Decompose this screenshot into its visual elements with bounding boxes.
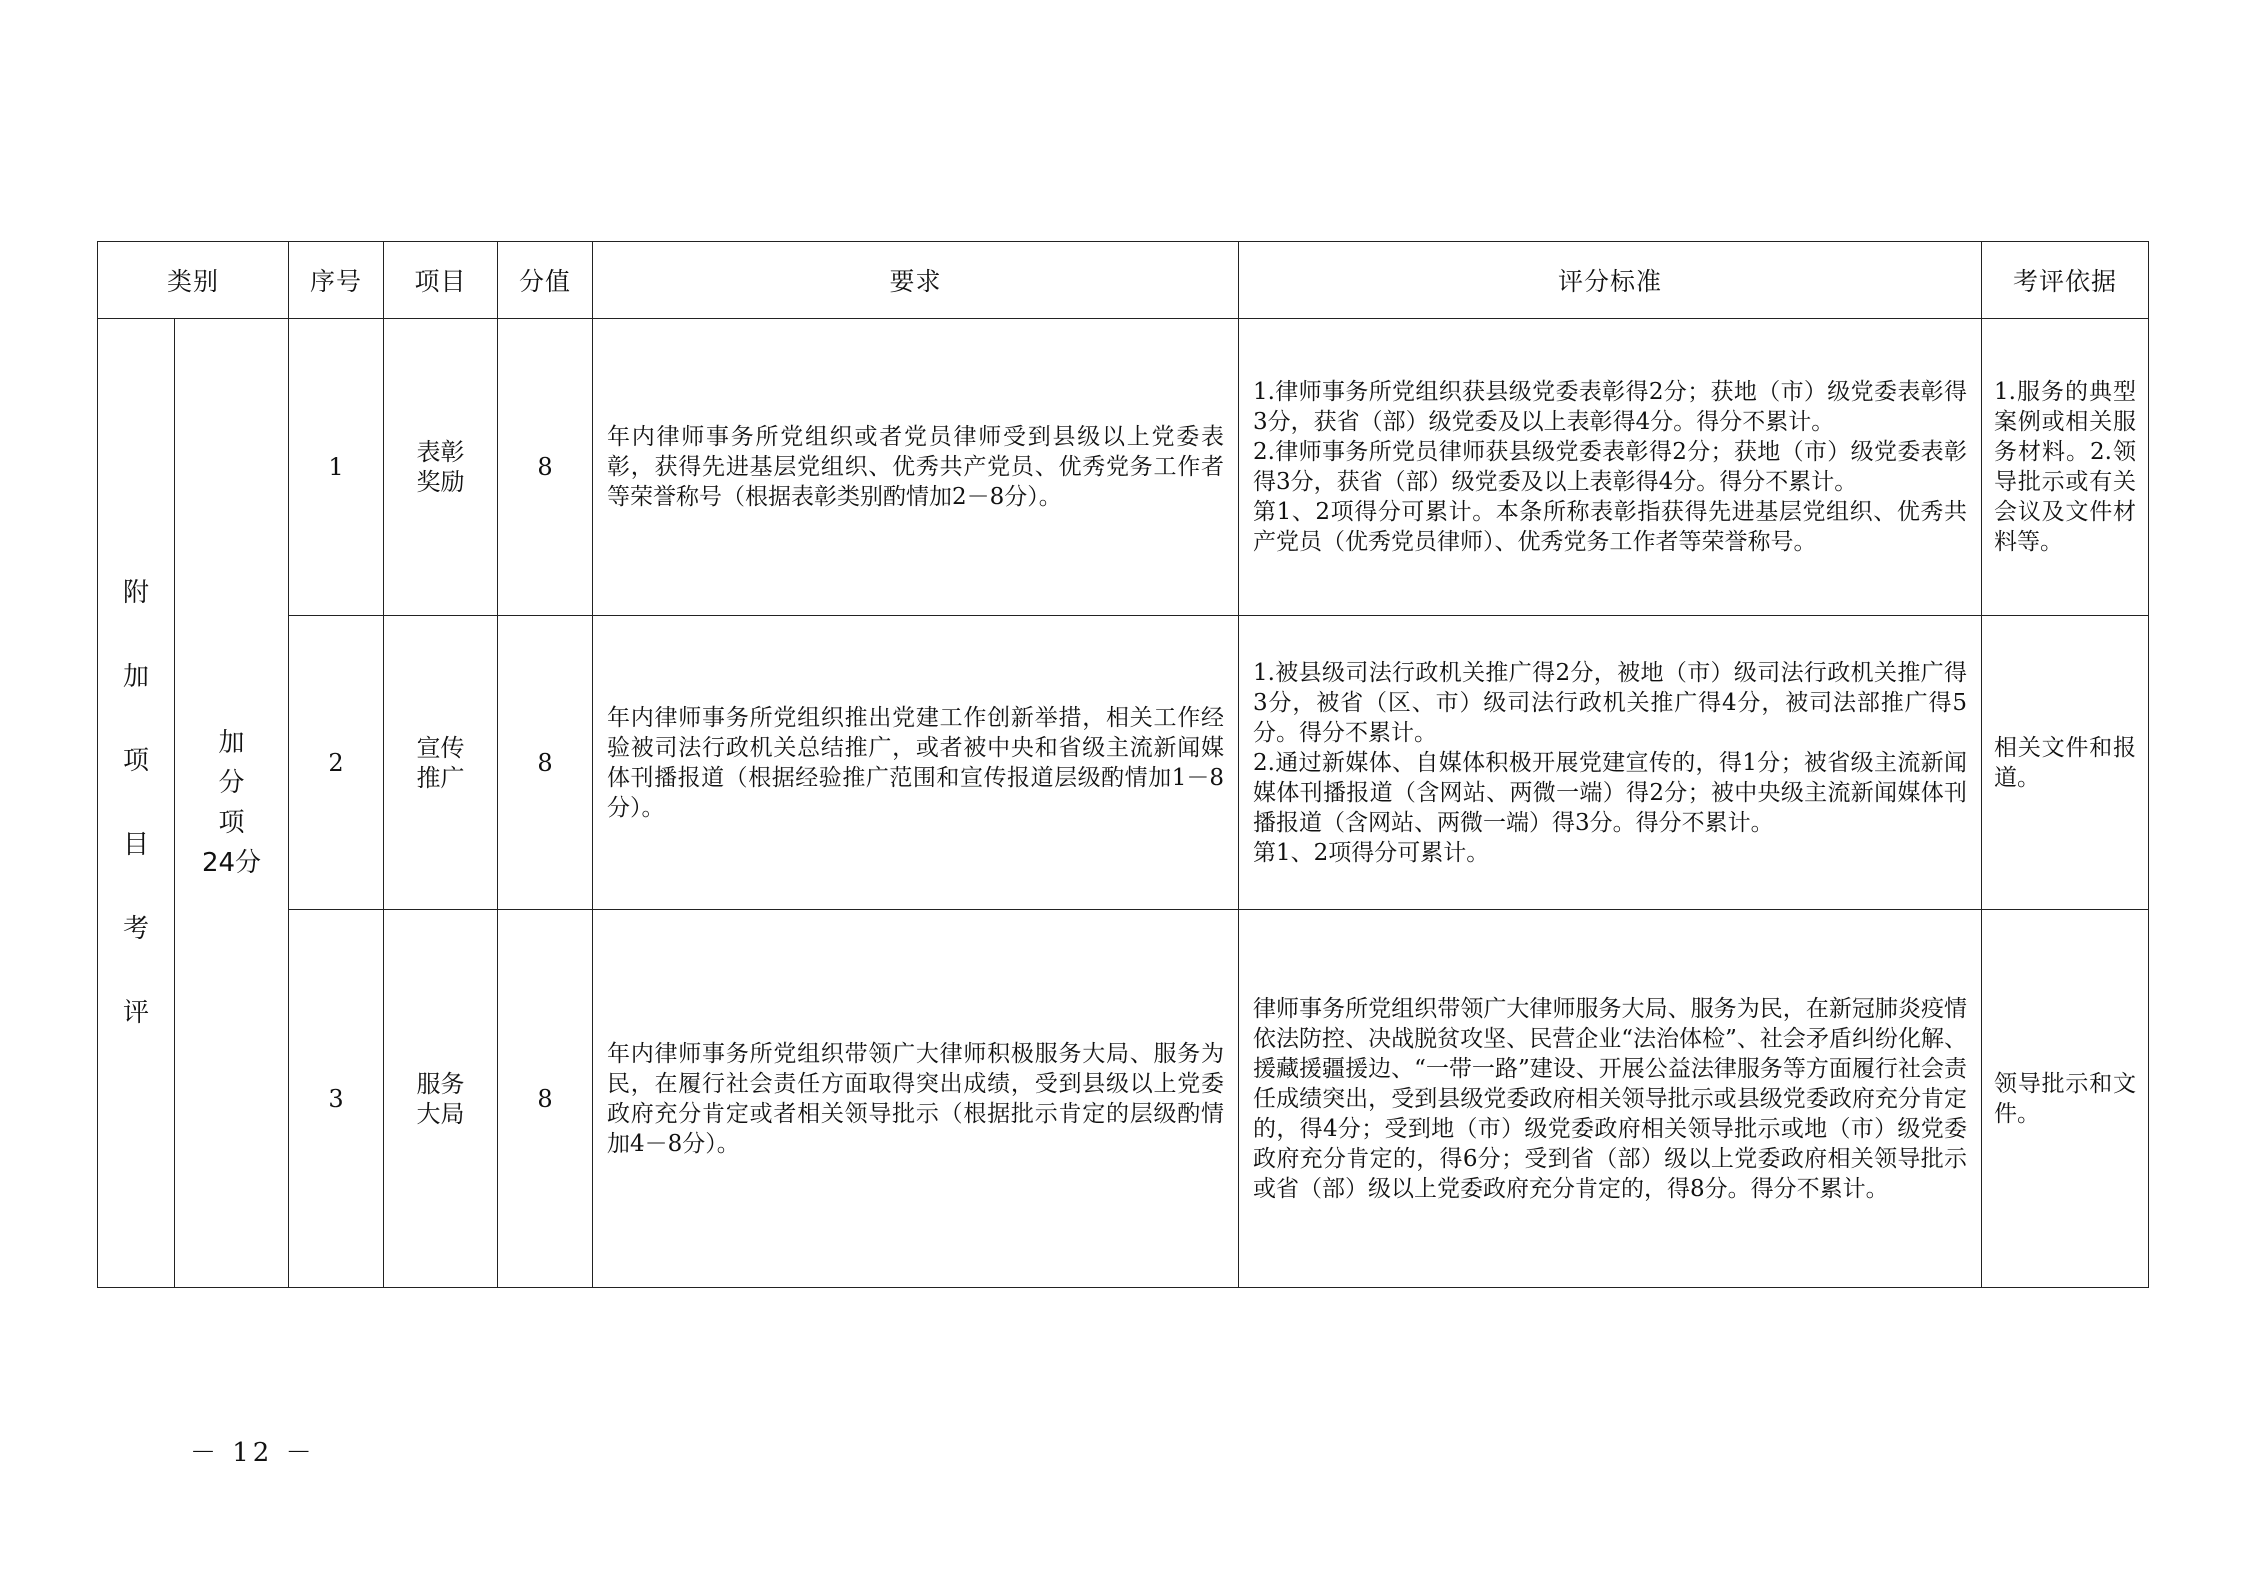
row-seq: 3 bbox=[289, 910, 384, 1288]
scoring-table bbox=[97, 241, 2149, 1288]
category-sub-score: 24分 bbox=[201, 848, 262, 878]
table-header-row bbox=[98, 242, 2149, 319]
row-item-cell bbox=[384, 319, 498, 616]
row-requirement: 年内律师事务所党组织带领广大律师积极服务大局、服务为民，在履行社会责任方面取得突出成绩，受到县级以上党委政府充分肯定或者相关领导批示（根据批示肯定的层级酌情加4－8分）。 bbox=[593, 910, 1239, 1288]
row-item-cell bbox=[384, 616, 498, 910]
header-category: 类别 bbox=[98, 242, 289, 319]
row-score: 8 bbox=[498, 910, 593, 1288]
category-main: 附加项目考评 bbox=[122, 578, 149, 1028]
table-row bbox=[98, 616, 2149, 910]
row-item: 表彰奖励 bbox=[416, 438, 465, 496]
category-sub: 加分项 bbox=[218, 728, 245, 838]
header-score: 分值 bbox=[498, 242, 593, 319]
header-basis: 考评依据 bbox=[1982, 242, 2149, 319]
row-basis: 领导批示和文件。 bbox=[1982, 910, 2149, 1288]
standard-line: 第1、2项得分可累计。本条所称表彰指获得先进基层党组织、优秀共产党员（优秀党员律师）、优秀党务工作者等荣誉称号。 bbox=[1253, 499, 1968, 555]
row-item: 宣传推广 bbox=[416, 733, 465, 792]
header-seq: 序号 bbox=[289, 242, 384, 319]
header-requirement: 要求 bbox=[593, 242, 1239, 319]
row-item: 服务大局 bbox=[416, 1069, 465, 1128]
row-standard-cell bbox=[1239, 319, 1982, 616]
row-item-cell bbox=[384, 910, 498, 1288]
row-standard-cell bbox=[1239, 616, 1982, 910]
category-sub-cell bbox=[175, 319, 289, 1288]
standard-line: 律师事务所党组织带领广大律师服务大局、服务为民，在新冠肺炎疫情依法防控、决战脱贫攻坚、民营企业“法治体检”、社会矛盾纠纷化解、援藏援疆援边、“一带一路”建设、开展公益法律服务等方面履行社会责任成绩突出，受到县级党委政府相关领导批示或县级党委政府充分肯定的，得4分；受到地（市）级党委政府相关领导批示或地（市）级党委政府充分肯定的，得6分；受到省（部）级以上党委政府相关领导批示或省（部）级以上党委政府充分肯定的，得8分。得分不累计。 bbox=[1253, 995, 1968, 1202]
row-seq: 2 bbox=[289, 616, 384, 910]
table-row bbox=[98, 319, 2149, 616]
page-number: － 12 － bbox=[190, 1438, 316, 1468]
header-item: 项目 bbox=[384, 242, 498, 319]
scoring-table-sheet bbox=[97, 241, 2148, 1287]
standard-line: 第1、2项得分可累计。 bbox=[1253, 839, 1490, 866]
category-main-cell bbox=[98, 319, 175, 1288]
header-standard: 评分标准 bbox=[1239, 242, 1982, 319]
standard-line: 1.被县级司法行政机关推广得2分，被地（市）级司法行政机关推广得3分，被省（区、市）级司法行政机关推广得4分，被司法部推广得5分。得分不累计。 bbox=[1253, 659, 1968, 746]
standard-line: 1.律师事务所党组织获县级党委表彰得2分；获地（市）级党委表彰得3分，获省（部）级党委及以上表彰得4分。得分不累计。 bbox=[1253, 379, 1968, 435]
row-requirement: 年内律师事务所党组织或者党员律师受到县级以上党委表彰，获得先进基层党组织、优秀共产党员、优秀党务工作者等荣誉称号（根据表彰类别酌情加2－8分）。 bbox=[593, 319, 1239, 616]
row-requirement: 年内律师事务所党组织推出党建工作创新举措，相关工作经验被司法行政机关总结推广，或者被中央和省级主流新闻媒体刊播报道（根据经验推广范围和宣传报道层级酌情加1－8分）。 bbox=[593, 616, 1239, 910]
row-score: 8 bbox=[498, 319, 593, 616]
standard-line: 2.律师事务所党员律师获县级党委表彰得2分；获地（市）级党委表彰得3分，获省（部）级党委及以上表彰得4分。得分不累计。 bbox=[1253, 439, 1968, 495]
table-row bbox=[98, 910, 2149, 1288]
standard-line: 2.通过新媒体、自媒体积极开展党建宣传的，得1分；被省级主流新闻媒体刊播报道（含网站、两微一端）得2分；被中央级主流新闻媒体刊播报道（含网站、两微一端）得3分。得分不累计。 bbox=[1253, 749, 1968, 836]
row-standard-cell bbox=[1239, 910, 1982, 1288]
row-basis: 相关文件和报道。 bbox=[1982, 616, 2149, 910]
row-seq: 1 bbox=[289, 319, 384, 616]
row-basis: 1.服务的典型案例或相关服务材料。2.领导批示或有关会议及文件材料等。 bbox=[1982, 319, 2149, 616]
row-score: 8 bbox=[498, 616, 593, 910]
